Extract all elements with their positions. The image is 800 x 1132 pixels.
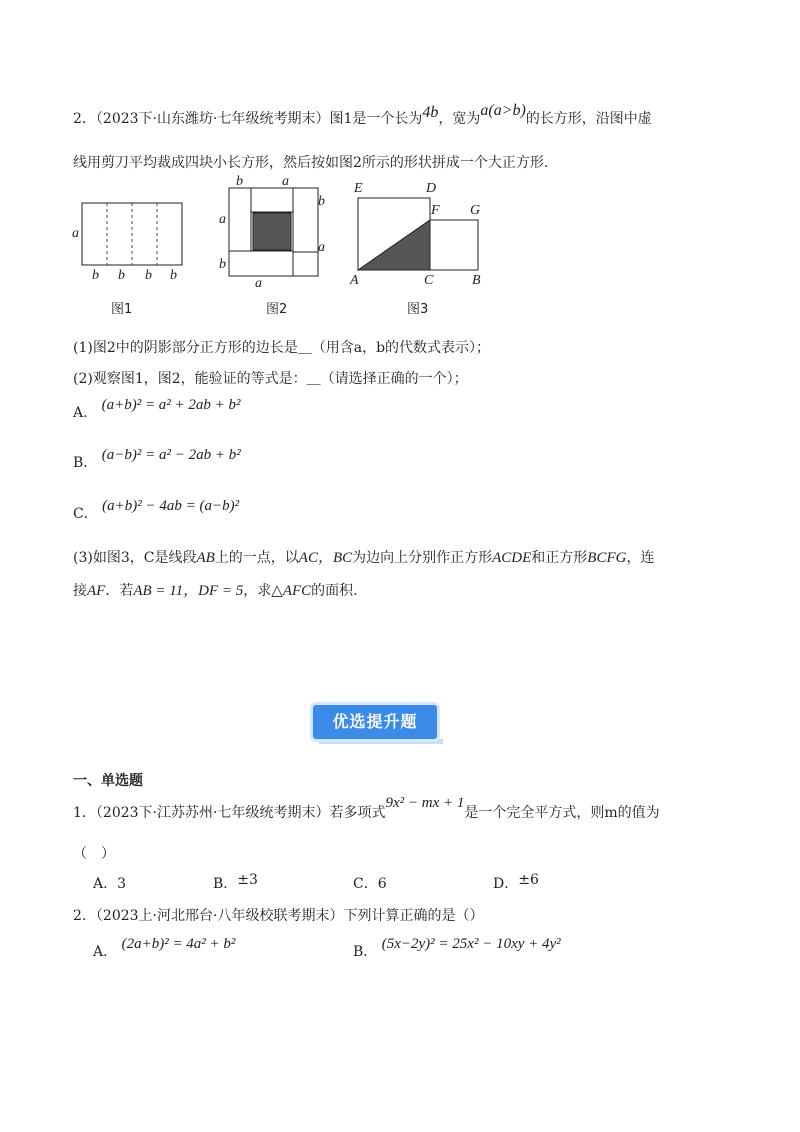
sub-question-2: (2)观察图1，图2，能验证的等式是：＿（请选择正确的一个）； [73,371,468,387]
option-label: C． [353,876,378,892]
fig3-shaded-triangle [358,220,430,270]
sub-question-3-line-2 [73,579,358,600]
figure-1-diagram [60,195,205,285]
option-a [73,397,241,422]
math-condition: AB = 11，DF = 5 [133,583,244,599]
math-acde: ACDE [492,550,532,566]
fig2-label: a [255,276,262,291]
fig3-label-e: E [354,181,363,196]
option-label: D． [493,876,519,892]
fig1-label-b: b [170,268,177,283]
text: ，连 [626,550,655,566]
option-label: B． [73,455,98,471]
sub-question-1: (1)图2中的阴影部分正方形的边长是＿（用含a，b的代数式表示）； [73,340,491,356]
option-value: ±6 [518,872,539,888]
fig2-label: b [219,257,226,272]
option-expression: (a+b)² = a² + 2ab + b² [101,397,241,413]
answer-paren: （ ） [73,846,115,862]
length-expression: 4b [422,104,439,121]
question-text: （2023上·河北邢台·八年级校联考期末）下列计算正确的是（） [95,908,484,924]
fig3-label-a: A [350,273,359,288]
section-banner: 优选提升题 [313,705,437,739]
fig1-caption: 图1 [111,302,133,317]
option-value: ±3 [237,872,258,888]
fig3-label-f: F [431,203,440,218]
sub-question-3-line-1 [73,546,654,567]
fig1-label-a: a [72,226,79,241]
choice-option-c [353,873,387,893]
option-expression: (a−b)² = a² − 2ab + b² [101,447,241,463]
fig3-square-bcfg [430,220,478,270]
width-expression: a(a>b) [480,102,526,119]
choice-option-d [493,873,539,893]
option-label: A． [93,876,118,892]
option-expression: (2a+b)² = 4a² + b² [121,936,236,952]
question-number: 2． [73,908,96,924]
polynomial-expression: 9x² − mx + 1 [385,795,465,811]
banner-shadow [319,739,443,744]
math-ac-bc: AC，BC [298,550,353,566]
text: 接 [73,583,87,599]
question-2-line-1 [73,102,652,128]
question-source: （2023下·江苏苏州·七年级统考期末）若多项式 [95,805,386,821]
fig3-label-c: C [424,273,434,288]
option-c [73,498,240,523]
line1-tail: 的长方形，沿图中虚 [525,111,652,127]
fig1-label-b: b [118,268,125,283]
choice-2-option-b [353,936,561,961]
option-expression: (5x−2y)² = 25x² − 10xy + 4y² [381,936,561,952]
fig2-label: b [318,194,325,209]
option-value: 3 [117,876,127,892]
section-heading: 一、单选题 [73,773,143,789]
figure-2-diagram [220,180,330,280]
option-label: C． [73,506,98,522]
text: 的面积. [311,583,358,599]
text: ．若 [105,583,134,599]
option-b [73,447,241,472]
option-label: A． [93,944,118,960]
math-bcfg: BCFG [587,550,627,566]
question-2-line-2: 线用剪刀平均裁成四块小长方形，然后按如图2所示的形状拼成一个大正方形. [73,155,549,171]
option-label: A． [73,405,98,421]
math-ab: AB [196,550,215,566]
fig2-label: a [318,240,325,255]
math-af: AF [87,583,106,599]
choice-option-b [213,873,258,893]
option-label: B． [353,944,378,960]
choice-2-option-a [93,936,236,961]
option-expression: (a+b)² − 4ab = (a−b)² [102,498,240,514]
fig2-label: a [282,174,289,189]
fig1-label-b: b [145,268,152,283]
question-number: 2． [73,111,96,127]
question-source: （2023下·山东潍坊·七年级统考期末）图1是一个长为 [95,111,423,127]
fig2-rect-right [293,188,318,252]
option-label: B． [213,876,238,892]
choice-question-1-line-1 [73,795,660,822]
width-prefix: ，宽为 [438,111,481,127]
fig3-label-g: G [470,203,481,218]
question-number: 1． [73,805,96,821]
option-value: 6 [377,876,387,892]
fig2-label: b [236,174,243,189]
figure-3-diagram [350,190,485,275]
question-tail: 是一个完全平方式，则m的值为 [464,805,660,821]
fig2-rect-bottom [229,251,293,276]
fig3-label-b: B [472,273,481,288]
text: 和正方形 [531,550,588,566]
text: 为边向上分别作正方形 [352,550,493,566]
fig2-caption: 图2 [266,302,288,317]
fig2-rect-left [229,188,251,251]
fig1-label-b: b [92,268,99,283]
fig3-caption: 图3 [407,302,429,317]
choice-option-a [93,873,126,893]
fig3-label-d: D [426,181,437,196]
math-triangle: △AFC [271,583,312,599]
choice-question-2 [73,905,483,925]
text: ，求 [243,583,272,599]
text: 上的一点，以 [214,550,299,566]
fig2-shaded-square [253,213,291,250]
text: (3)如图3，C是线段 [73,550,197,566]
fig2-label: a [219,212,226,227]
